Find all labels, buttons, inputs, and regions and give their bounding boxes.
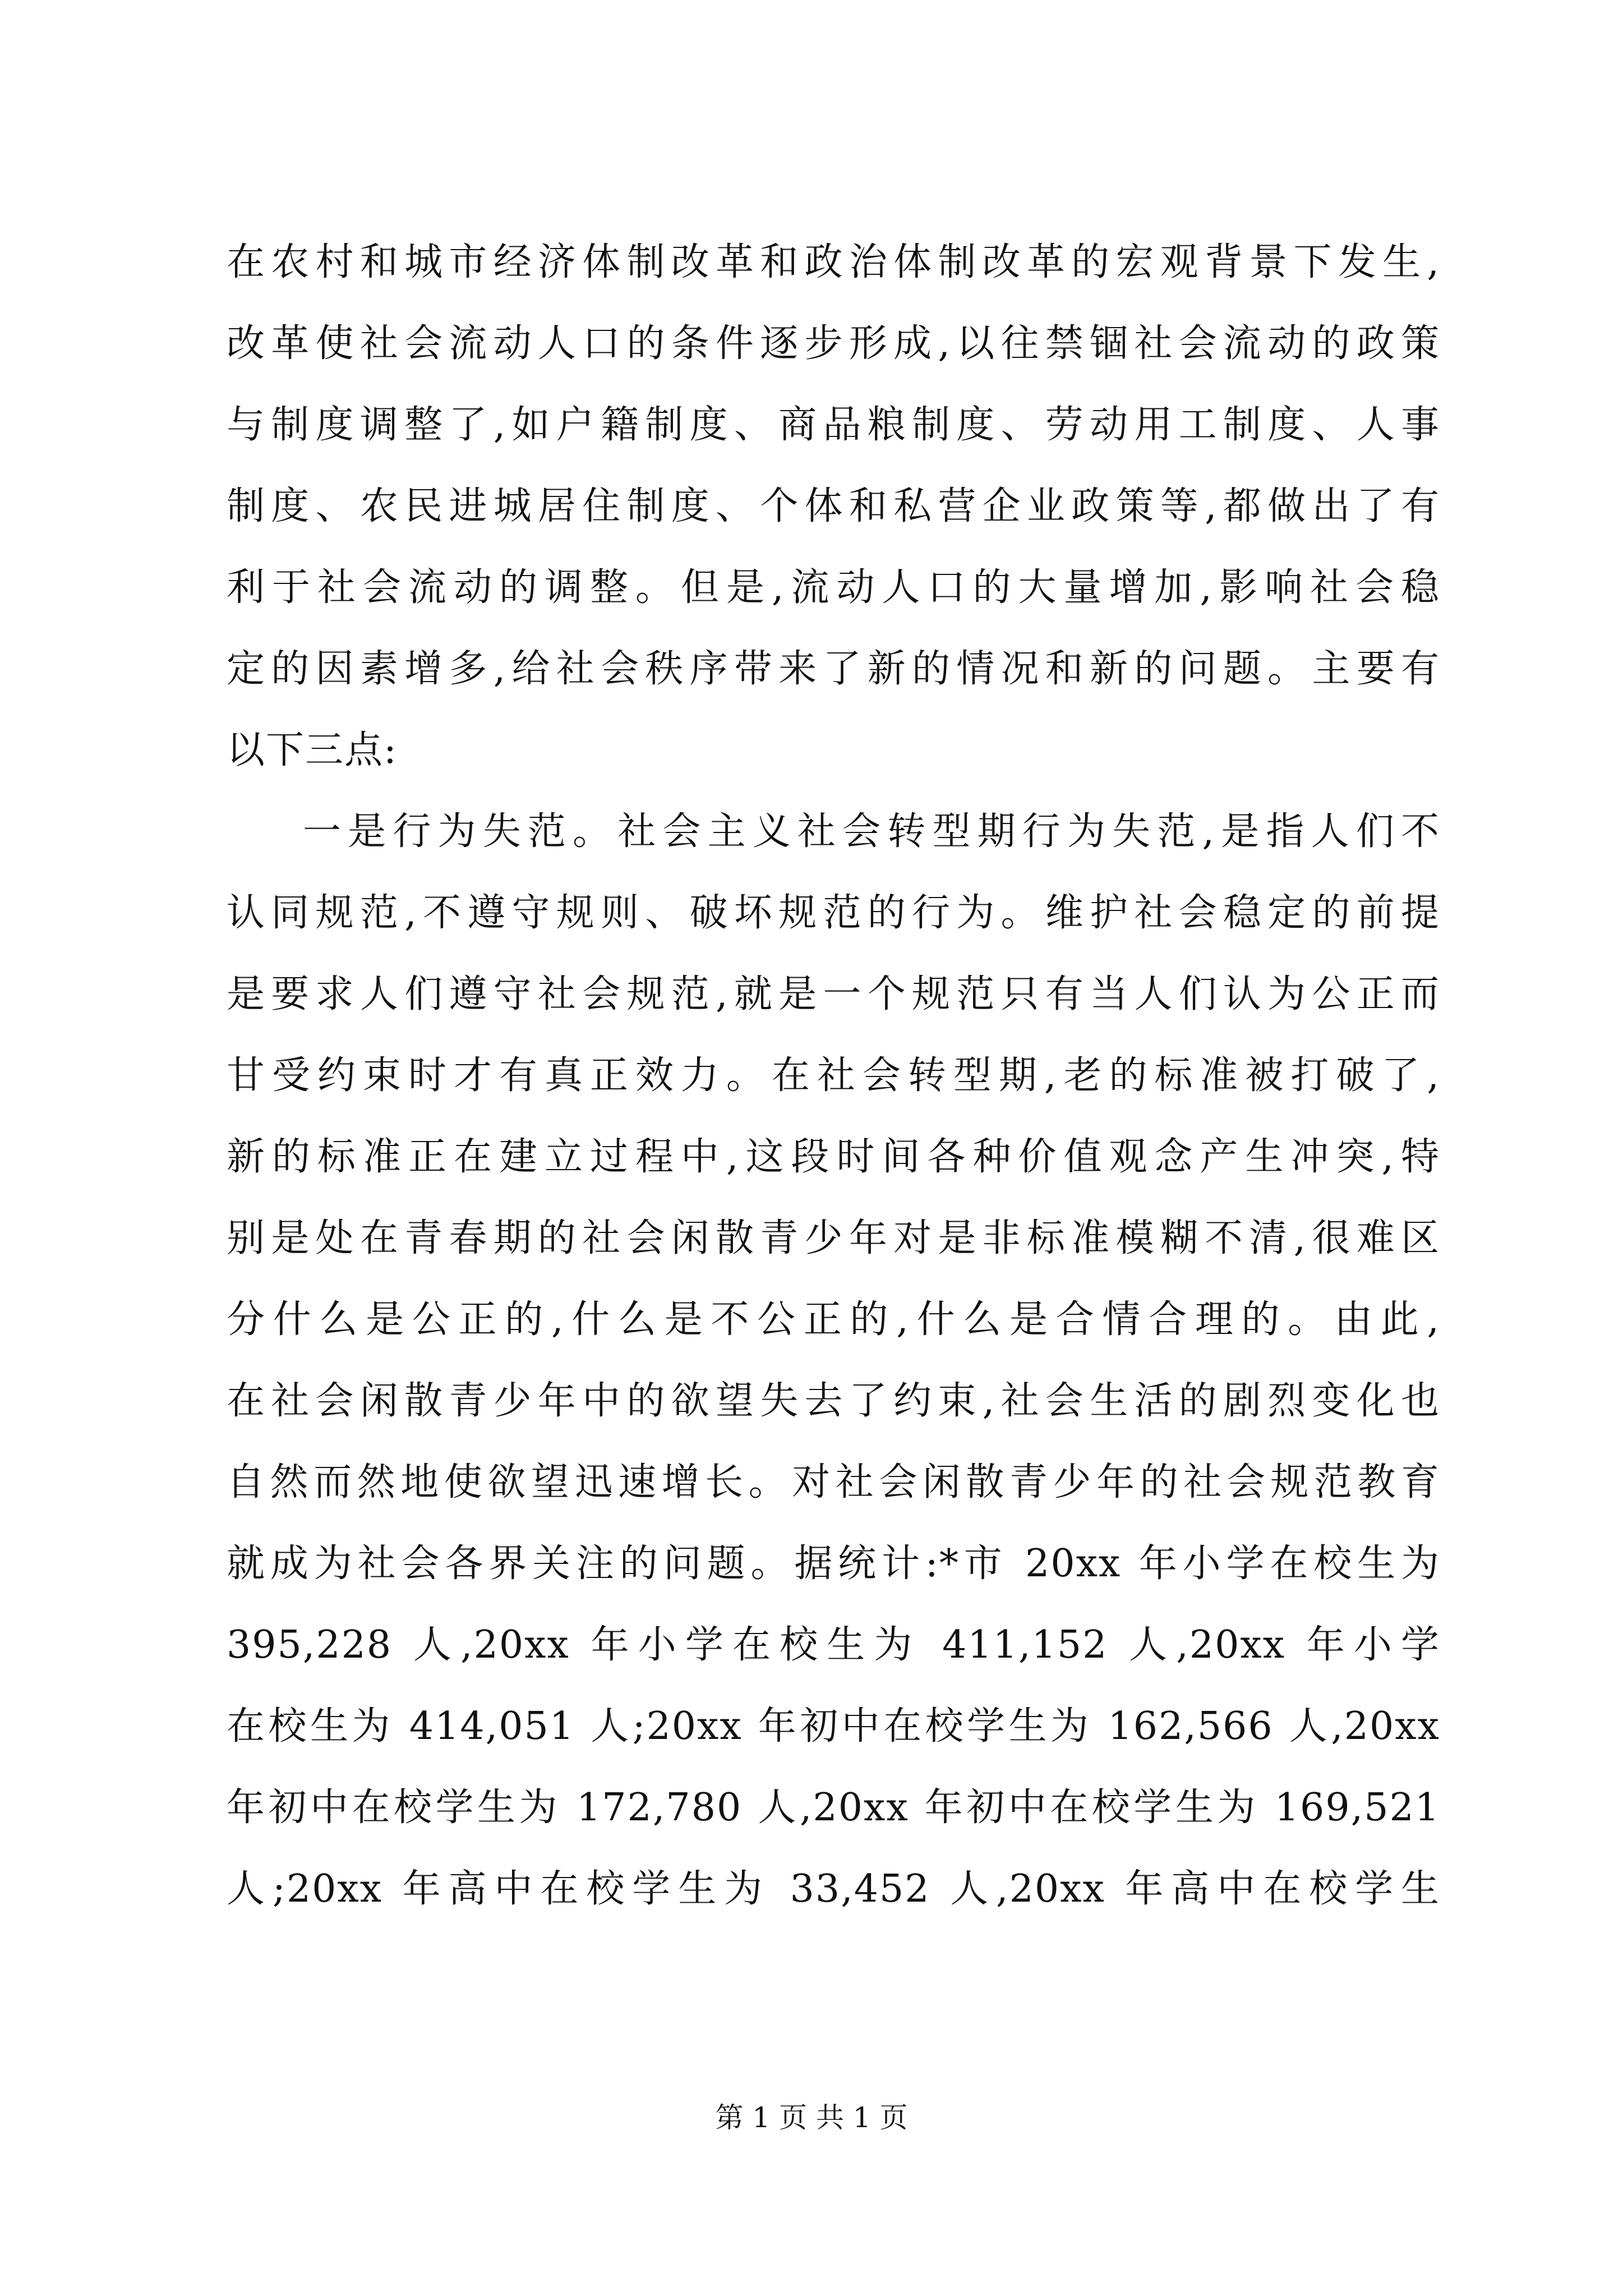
text-line: 别是处在青春期的社会闲散青少年对是非标准模糊不清,很难区 xyxy=(227,1216,1440,1260)
document-body xyxy=(227,222,1440,1930)
text-line: 与制度调整了,如户籍制度、商品粮制度、劳动用工制度、人事 xyxy=(227,403,1440,447)
text-line: 在校生为 414,051 人;20xx 年初中在校学生为 162,566 人,20xx xyxy=(227,1704,1440,1749)
text-line: 就成为社会各界关注的问题。据统计:*市 20xx 年小学在校生为 xyxy=(227,1542,1440,1586)
text-line: 以下三点: xyxy=(227,728,398,772)
text-line: 甘受约束时才有真正效力。在社会转型期,老的标准被打破了, xyxy=(227,1053,1440,1098)
text-line: 395,228 人,20xx 年小学在校生为 411,152 人,20xx 年小学 xyxy=(227,1623,1440,1667)
text-line: 认同规范,不遵守规则、破坏规范的行为。维护社会稳定的前提 xyxy=(227,891,1440,935)
text-line: 改革使社会流动人口的条件逐步形成,以往禁锢社会流动的政策 xyxy=(227,321,1440,366)
text-line: 定的因素增多,给社会秩序带来了新的情况和新的问题。主要有 xyxy=(227,647,1440,691)
text-line: 在农村和城市经济体制改革和政治体制改革的宏观背景下发生, xyxy=(227,240,1440,284)
text-line: 新的标准正在建立过程中,这段时间各种价值观念产生冲突,特 xyxy=(227,1135,1440,1179)
text-line: 年初中在校学生为 172,780 人,20xx 年初中在校学生为 169,521 xyxy=(227,1786,1440,1830)
paragraph-first-line: 一是行为失范。社会主义社会转型期行为失范,是指人们不 xyxy=(303,809,1440,854)
text-line: 自然而然地使欲望迅速增长。对社会闲散青少年的社会规范教育 xyxy=(227,1460,1440,1504)
page-number-label: 第 1 页 共 1 页 xyxy=(715,2101,908,2134)
text-line: 人;20xx 年高中在校学生为 33,452 人,20xx 年高中在校学生 xyxy=(227,1867,1440,1911)
text-line: 分什么是公正的,什么是不公正的,什么是合情合理的。由此, xyxy=(227,1297,1440,1342)
text-line: 是要求人们遵守社会规范,就是一个规范只有当人们认为公正而 xyxy=(227,972,1440,1016)
page-footer xyxy=(0,2098,1623,2137)
text-line: 在社会闲散青少年中的欲望失去了约束,社会生活的剧烈变化也 xyxy=(227,1379,1440,1423)
text-line: 制度、农民进城居住制度、个体和私营企业政策等,都做出了有 xyxy=(227,484,1440,528)
text-line: 利于社会流动的调整。但是,流动人口的大量增加,影响社会稳 xyxy=(227,565,1440,610)
